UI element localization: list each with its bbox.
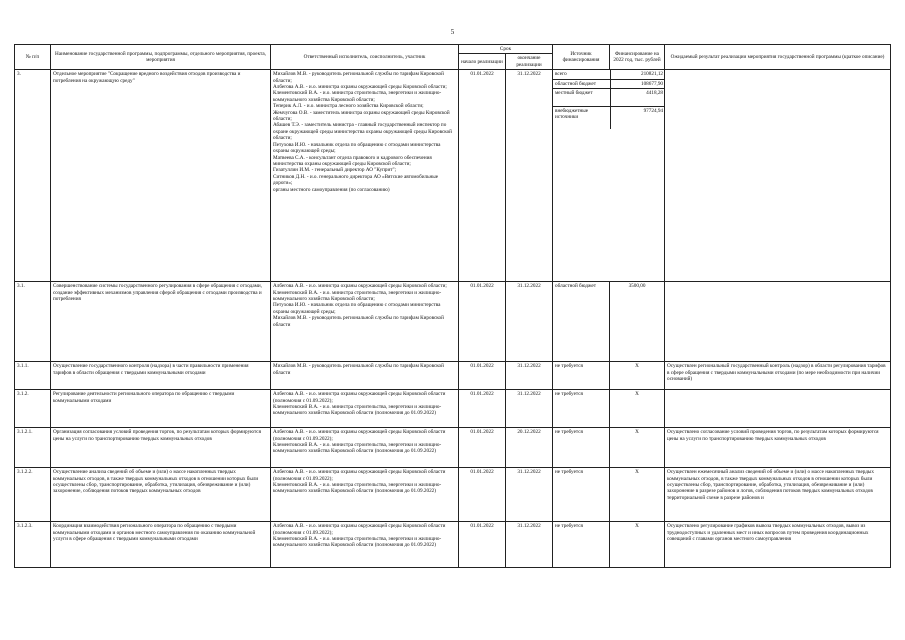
table-row [15, 390, 891, 428]
header-term: Срок [459, 45, 553, 54]
row-name: Регулирование деятельности регионального оператора по обращению с твердыми коммунальными отходами [51, 390, 271, 428]
row-result: Осуществлено регулирование графиков вывоза твердых коммунальных отходов, вывоз из труднодоступных и удаленных мест и иных вопросов путем проведения координационных совещаний с главами органов местного самоуправления [665, 522, 891, 568]
header-num: № п/п [15, 45, 51, 70]
table-row [15, 362, 891, 390]
row-start: 01.01.2022 [459, 390, 506, 428]
row-number: 3.1.2.2. [15, 468, 51, 522]
row-start: 01.01.2022 [459, 362, 506, 390]
table-row [15, 282, 891, 362]
row-number: 3.1.2.3. [15, 522, 51, 568]
row-amount: Х [610, 390, 665, 428]
row-name: Совершенствование системы государственного регулирования в сфере обращения с отходами, создание эффективных механизмов управления сферой обращения с отходами производства и потребления [51, 282, 271, 362]
header-source: Источник финансирования [553, 45, 610, 70]
row-responsible: Албегова А.В. - и.о. министра охраны окружающей среды Кировской области (полномочия с 01.09.2022); Клементовский В.А. - и.о. министра строительства, энергетики и жилищно-коммунального хозяйства Кировской области (полномочия до 01.09.2022) [271, 428, 459, 468]
funding-breakdown [553, 70, 665, 282]
row-end: 31.12.2022 [506, 522, 553, 568]
row-name: Координация взаимодействия регионального оператора по обращению с твердыми коммунальными отходами и органов местного самоуправления по оказанию коммунальной услуги в сфере обращения с твердыми коммунальными отходами [51, 522, 271, 568]
table-row [15, 70, 891, 282]
row-amount: Х [610, 428, 665, 468]
row-number: 3.1.1. [15, 362, 51, 390]
table-row [15, 468, 891, 522]
row-end: 31.12.2022 [506, 390, 553, 428]
header-start: начало реализации [459, 54, 506, 70]
funding-amount: 97724,94 [643, 108, 664, 115]
page-number: 5 [450, 28, 455, 36]
program-table [14, 44, 891, 568]
row-source: не требуется [553, 468, 610, 522]
row-amount: Х [610, 522, 665, 568]
header-responsible: Ответственный исполнитель, соисполнитель, участник [271, 45, 459, 70]
row-result [665, 282, 891, 362]
row-responsible: Албегова А.В. - и.о. министра охраны окружающей среды Кировской области (полномочия с 01.09.2022); Клементовский В.А. - и.о. министра строительства, энергетики и жилищно-коммунального хозяйства Кировской области (полномочия до 01.09.2022) [271, 390, 459, 428]
row-end: 31.12.2022 [506, 468, 553, 522]
row-end: 31.12.2022 [506, 362, 553, 390]
row-name: Отдельное мероприятие "Сокращение вредного воздействия отходов производства и потребления на окружающую среду" [51, 70, 271, 282]
row-name: Осуществление анализа сведений об объеме и (или) о массе накопленных твердых коммунальных отходов, в также твердых коммунальных отходов в отношении которых были осуществлены сбор, транспортирование, обработка, утилизация, обезвреживание и (или) захоронение, соблюдения потоков твердых коммунальных отходов [51, 468, 271, 522]
row-number: 3.1.2. [15, 390, 51, 428]
funding-amount: 4418,28 [610, 89, 665, 107]
row-source: областной бюджет [553, 282, 610, 362]
header-funding: Финансирование на 2022 год, тыс. рублей [610, 45, 665, 70]
row-start: 01.01.2022 [459, 282, 506, 362]
row-end: 31.12.2022 [506, 282, 553, 362]
table-row [15, 522, 891, 568]
row-result: Осуществлен региональный государственный контроль (надзор) в области регулирования тарифов в сфере обращения с твердыми коммунальными отходами (по мере необходимости при наличии оснований) [665, 362, 891, 390]
funding-source: всего [553, 70, 610, 79]
row-number: 3. [15, 70, 51, 282]
funding-source: местный бюджет [553, 89, 610, 107]
row-start: 01.01.2022 [459, 522, 506, 568]
row-result: Осуществлено согласование условий проведения торгов, по результатам которых формируются цены на услуги по транспортированию твердых коммунальных отходов [665, 428, 891, 468]
row-end: 31.12.2022 [506, 70, 553, 282]
header-result: Ожидаемый результат реализации мероприятия государственной программы (краткое описание) [665, 45, 891, 70]
row-responsible: Албегова А.В. - и.о. министра охраны окружающей среды Кировской области (полномочия с 01.09.2022); Клементовский В.А. - и.о. министра строительства, энергетики и жилищно-коммунального хозяйства Кировской области (полномочия до 01.09.2022) [271, 468, 459, 522]
row-source: не требуется [553, 362, 610, 390]
row-source: не требуется [553, 390, 610, 428]
funding-source: областной бюджет [553, 79, 610, 88]
row-responsible: Албегова А.В. - и.о. министра охраны окружающей среды Кировской области; Клементовский В.А. - и.о. министра строительства, энергетики и жилищно-коммунального хозяйства Кировской области; Петухова И.Ю. - начальник отдела по обращению с отходами министерства охраны окружающей среды; Михайлов М.В. - руководитель региональной службы по тарифам Кировской области [271, 282, 459, 362]
row-responsible: Михайлов М.В. - руководитель региональной службы по тарифам Кировской области [271, 362, 459, 390]
row-start: 01.01.2022 [459, 428, 506, 468]
row-start: 01.01.2022 [459, 468, 506, 522]
row-name: Организация согласования условий проведения торгов, по результатам которых формируются цены на услуги по транспортированию твердых коммунальных отходов [51, 428, 271, 468]
row-result [665, 390, 891, 428]
row-result: Осуществлен ежемесячный анализ сведений об объеме и (или) о массе накопленных твердых коммунальных отходов, в также твердых коммунальных отходов в отношении которых были осуществлены сбор, транспортирование, обработка, утилизация, обезвреживание и (или) захоронение в разрезе районов и логов, соблюдения потоков твердых коммунальных отходов территориальной схеме в разрезе районов и [665, 468, 891, 522]
funding-amount: 210821,12 [610, 70, 665, 79]
row-number: 3.1.2.1. [15, 428, 51, 468]
row-name: Осуществление государственного контроля (надзора) в части правильности применения тарифов в области обращения с твердыми коммунальными отходами [51, 362, 271, 390]
header-name: Наименование государственной программы, подпрограммы, отдельного мероприятия, проекта, мероприятия [51, 45, 271, 70]
row-amount: Х [610, 362, 665, 390]
row-end: 20.12.2022 [506, 428, 553, 468]
row-result [665, 70, 891, 282]
row-amount: Х [610, 468, 665, 522]
row-responsible: Михайлов М.В. - руководитель региональной службы по тарифам Кировской области; Албегова А.В. - и.о. министра охраны окружающей среды Кировской области; Клементовский В.А. - и.о. министра строительства, энергетики и жилищно-коммунального хозяйства Кировской области; Теперик А.Л. - и.о. министра лесного хозяйства Кировской области; Жемчугова О.В. - заместитель министра охраны окружающей среды Кировской области; Абашев Т.Э. - заместитель министра - главный государственный инспектор по охране окружающей среды министерства охраны окружающей среды Кировской области; Петухова И.Ю. - начальник отдела по обращению с отходами министерства охраны окружающей среды; Матвеева С.А. - консультант отдела правового и кадрового обеспечения министерства охраны окружающей среды Кировской области; Гизатуллин И.М. - генеральный директор АО "Куприт"; Ситников Д.Н. - и.о. генерального директора АО «Вятские автомобильные дороги»; органы местного самоуправления (по согласованию) [271, 70, 459, 282]
row-responsible: Албегова А.В. - и.о. министра охраны окружающей среды Кировской области (полномочия с 01.09.2022); Клементовский В.А. - и.о. министра строительства, энергетики и жилищно-коммунального хозяйства Кировской области (полномочия до 01.09.2022) [271, 522, 459, 568]
row-start: 01.01.2022 [459, 70, 506, 282]
table-row [15, 428, 891, 468]
row-source: не требуется [553, 428, 610, 468]
funding-source: внебюджетные источники [553, 107, 610, 129]
funding-amount: 108677,90 [610, 79, 665, 88]
row-number: 3.1. [15, 282, 51, 362]
header-end: окончание реализации [506, 54, 553, 70]
row-source: не требуется [553, 522, 610, 568]
row-amount: 3500,00 [610, 282, 665, 362]
